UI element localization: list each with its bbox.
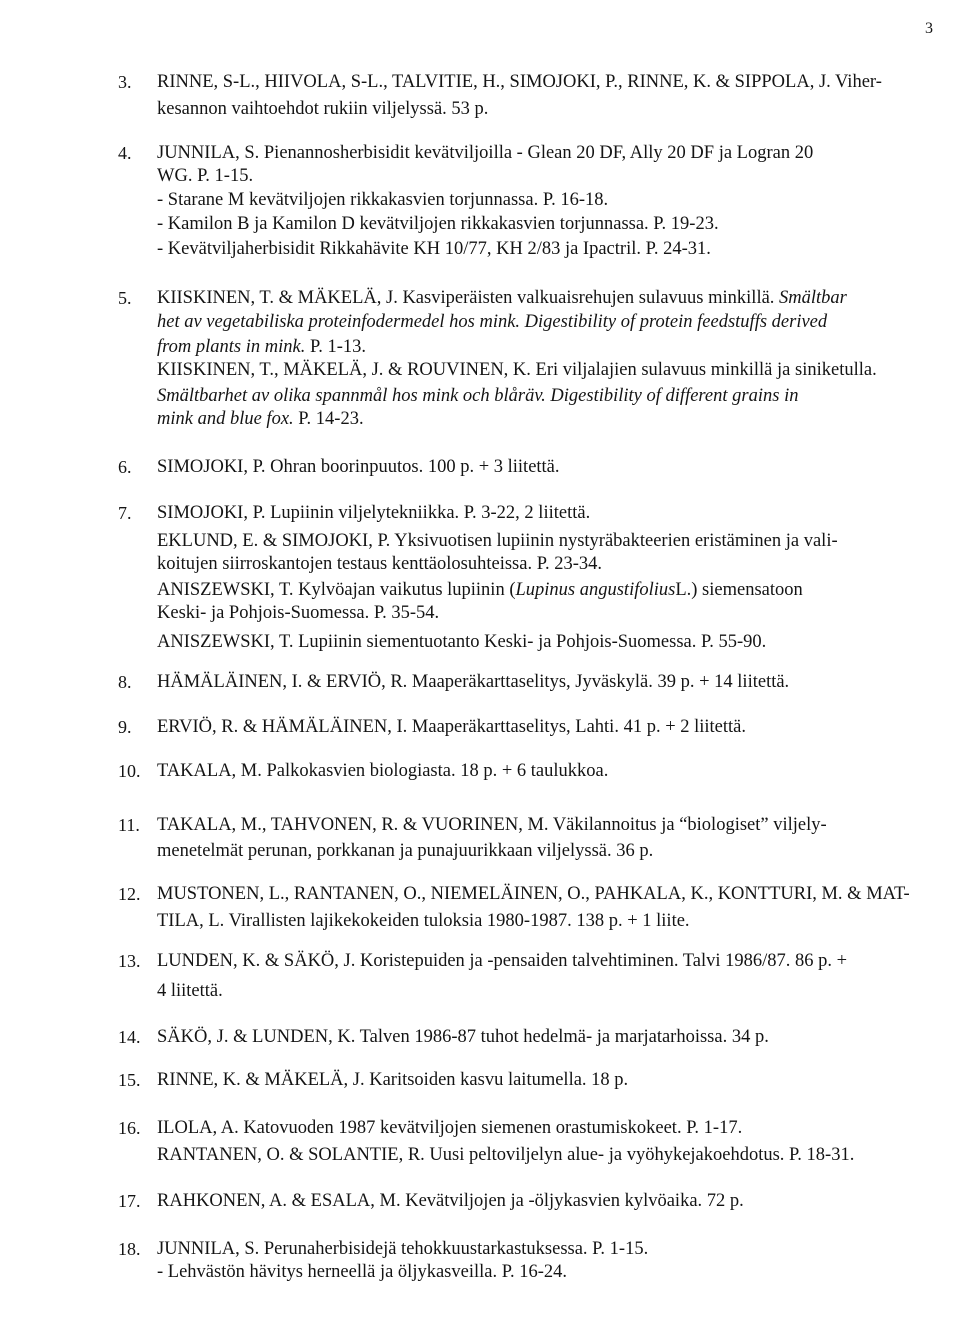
italic-text: from plants in mink.: [157, 337, 306, 357]
entry-line: [157, 501, 590, 525]
entry-number: 15.: [118, 1070, 141, 1090]
page-number: 3: [925, 20, 933, 37]
entry-line: [157, 212, 719, 236]
entry-line: [157, 1237, 648, 1261]
line-text: TAKALA, M., TAHVONEN, R. & VUORINEN, M. Väkilannoitus ja “biologiset” viljely-: [157, 815, 827, 835]
italic-text: Smältbar: [779, 288, 847, 308]
entry-line: [157, 909, 690, 933]
line-text: JUNNILA, S. Pienannosherbisidit kevätviljoilla - Glean 20 DF, Ally 20 DF ja Logran 20: [157, 143, 814, 163]
entry-line: [157, 979, 223, 1003]
entry-line: [157, 1068, 628, 1092]
italic-text: het av vegetabiliska proteinfodermedel hos mink. Digestibility of protein feedstuffs derived: [157, 312, 828, 332]
line-text: L.) siemensatoon: [675, 580, 803, 600]
italic-text: mink and blue fox.: [157, 409, 294, 429]
line-text: koitujen siirroskantojen testaus kenttäolosuhteissa. P. 23-34.: [157, 554, 602, 574]
line-text: ANISZEWSKI, T. Lupiinin siementuotanto Keski- ja Pohjois-Suomessa. P. 55-90.: [157, 632, 767, 652]
entry-line: [157, 310, 827, 334]
entry-line: [157, 578, 803, 602]
entry-line: [157, 1116, 742, 1140]
entry-line: [157, 839, 653, 863]
line-text: RINNE, K. & MÄKELÄ, J. Karitsoiden kasvu laitumella. 18 p.: [157, 1070, 629, 1090]
entry-number: 8.: [118, 672, 132, 692]
line-text: P. 1-13.: [309, 337, 366, 357]
line-text: 4 liitettä.: [157, 981, 223, 1001]
entry-number: 10.: [118, 761, 141, 781]
entry-line: [157, 715, 746, 739]
line-text: kesannon vaihtoehdot rukiin viljelyssä. 53 p.: [157, 99, 489, 119]
line-text: TAKALA, M. Palkokasvien biologiasta. 18 p. + 6 taulukkoa.: [157, 761, 609, 781]
line-text: LUNDEN, K. & SÄKÖ, J. Koristepuiden ja -pensaiden talvehtiminen. Talvi 1986/87. 86 p. +: [157, 951, 848, 971]
line-text: KIISKINEN, T., MÄKELÄ, J. & ROUVINEN, K. Eri viljalajien sulavuus minkillä ja siniketulla.: [157, 360, 877, 380]
line-text: Keski- ja Pohjois-Suomessa. P. 35-54.: [157, 603, 440, 623]
line-text: WG. P. 1-15.: [157, 166, 254, 186]
italic-text: Smältbarhet av olika spannmål hos mink och blåräv. Digestibility of different grains in: [157, 386, 799, 406]
line-text: HÄMÄLÄINEN, I. & ERVIÖ, R. Maaperäkarttaselitys, Jyväskylä. 39 p. + 14 liitettä.: [157, 672, 790, 692]
line-text: SIMOJOKI, P. Ohran boorinpuutos. 100 p. + 3 liitettä.: [157, 457, 560, 477]
line-text: TILA, L. Virallisten lajikekokeiden tuloksia 1980-1987. 138 p. + 1 liite.: [157, 911, 690, 931]
entry-number: 5.: [118, 288, 132, 308]
entry-line: [157, 1189, 744, 1213]
entry-number: 9.: [118, 717, 132, 737]
entry-line: [157, 164, 253, 188]
entry-number: 14.: [118, 1027, 141, 1047]
entry-line: [157, 455, 560, 479]
line-text: ERVIÖ, R. & HÄMÄLÄINEN, I. Maaperäkarttaselitys, Lahti. 41 p. + 2 liitettä.: [157, 717, 747, 737]
entry-line: [157, 97, 488, 121]
entry-number: 16.: [118, 1118, 141, 1138]
entry-line: [157, 237, 711, 261]
line-text: ANISZEWSKI, T. Kylvöajan vaikutus lupiinin (: [157, 580, 516, 600]
entry-line: [157, 70, 882, 94]
entry-line: [157, 358, 877, 382]
entry-line: [157, 949, 847, 973]
entry-number: 18.: [118, 1239, 141, 1259]
line-text: MUSTONEN, L., RANTANEN, O., NIEMELÄINEN, O., PAHKALA, K., KONTTURI, M. & MAT-: [157, 884, 910, 904]
italic-text: Lupinus angustifolius: [515, 580, 676, 600]
entry-line: [157, 529, 838, 553]
line-text: KIISKINEN, T. & MÄKELÄ, J. Kasviperäisten valkuaisrehujen sulavuus minkillä.: [157, 288, 775, 308]
entry-line: [157, 882, 910, 906]
entry-line: [157, 188, 608, 212]
entry-number: 3.: [118, 72, 132, 92]
entry-number: 17.: [118, 1191, 141, 1211]
line-text: ILOLA, A. Katovuoden 1987 kevätviljojen siemenen orastumiskokeet. P. 1-17.: [157, 1118, 743, 1138]
entry-number: 6.: [118, 457, 132, 477]
line-text: P. 14-23.: [298, 409, 364, 429]
entry-line: [157, 630, 766, 654]
entry-line: [157, 1143, 854, 1167]
entry-line: [157, 601, 439, 625]
entry-line: [157, 141, 813, 165]
entry-line: [157, 407, 364, 431]
entry-line: [157, 286, 847, 310]
entry-number: 11.: [118, 815, 140, 835]
entry-line: [157, 1025, 769, 1049]
line-text: menetelmät perunan, porkkanan ja punajuurikkaan viljelyssä. 36 p.: [157, 841, 654, 861]
line-text: RINNE, S-L., HIIVOLA, S-L., TALVITIE, H., SIMOJOKI, P., RINNE, K. & SIPPOLA, J. Viher-: [157, 72, 882, 92]
entry-number: 4.: [118, 143, 132, 163]
line-text: - Kevätviljaherbisidit Rikkahävite KH 10/77, KH 2/83 ja Ipactril. P. 24-31.: [157, 239, 711, 259]
line-text: - Starane M kevätviljojen rikkakasvien torjunnassa. P. 16-18.: [157, 190, 609, 210]
entry-line: [157, 384, 798, 408]
line-text: SIMOJOKI, P. Lupiinin viljelytekniikka. P. 3-22, 2 liitettä.: [157, 503, 591, 523]
line-text: RAHKONEN, A. & ESALA, M. Kevätviljojen ja -öljykasvien kylvöaika. 72 p.: [157, 1191, 744, 1211]
entry-line: [157, 759, 608, 783]
entry-line: [157, 335, 366, 359]
entry-number: 7.: [118, 503, 132, 523]
entry-number: 12.: [118, 884, 141, 904]
line-text: EKLUND, E. & SIMOJOKI, P. Yksivuotisen lupiinin nystyräbakteerien eristäminen ja vali-: [157, 531, 838, 551]
entry-line: [157, 552, 602, 576]
line-text: - Kamilon B ja Kamilon D kevätviljojen rikkakasvien torjunnassa. P. 19-23.: [157, 214, 719, 234]
line-text: - Lehvästön hävitys herneellä ja öljykasveilla. P. 16-24.: [157, 1262, 567, 1282]
entry-line: [157, 1260, 567, 1284]
entry-line: [157, 813, 827, 837]
line-text: SÄKÖ, J. & LUNDEN, K. Talven 1986-87 tuhot hedelmä- ja marjatarhoissa. 34 p.: [157, 1027, 769, 1047]
line-text: JUNNILA, S. Perunaherbisidejä tehokkuustarkastuksessa. P. 1-15.: [157, 1239, 649, 1259]
entry-line: [157, 670, 789, 694]
entry-number: 13.: [118, 951, 141, 971]
line-text: RANTANEN, O. & SOLANTIE, R. Uusi peltoviljelyn alue- ja vyöhykejakoehdotus. P. 18-31.: [157, 1145, 855, 1165]
